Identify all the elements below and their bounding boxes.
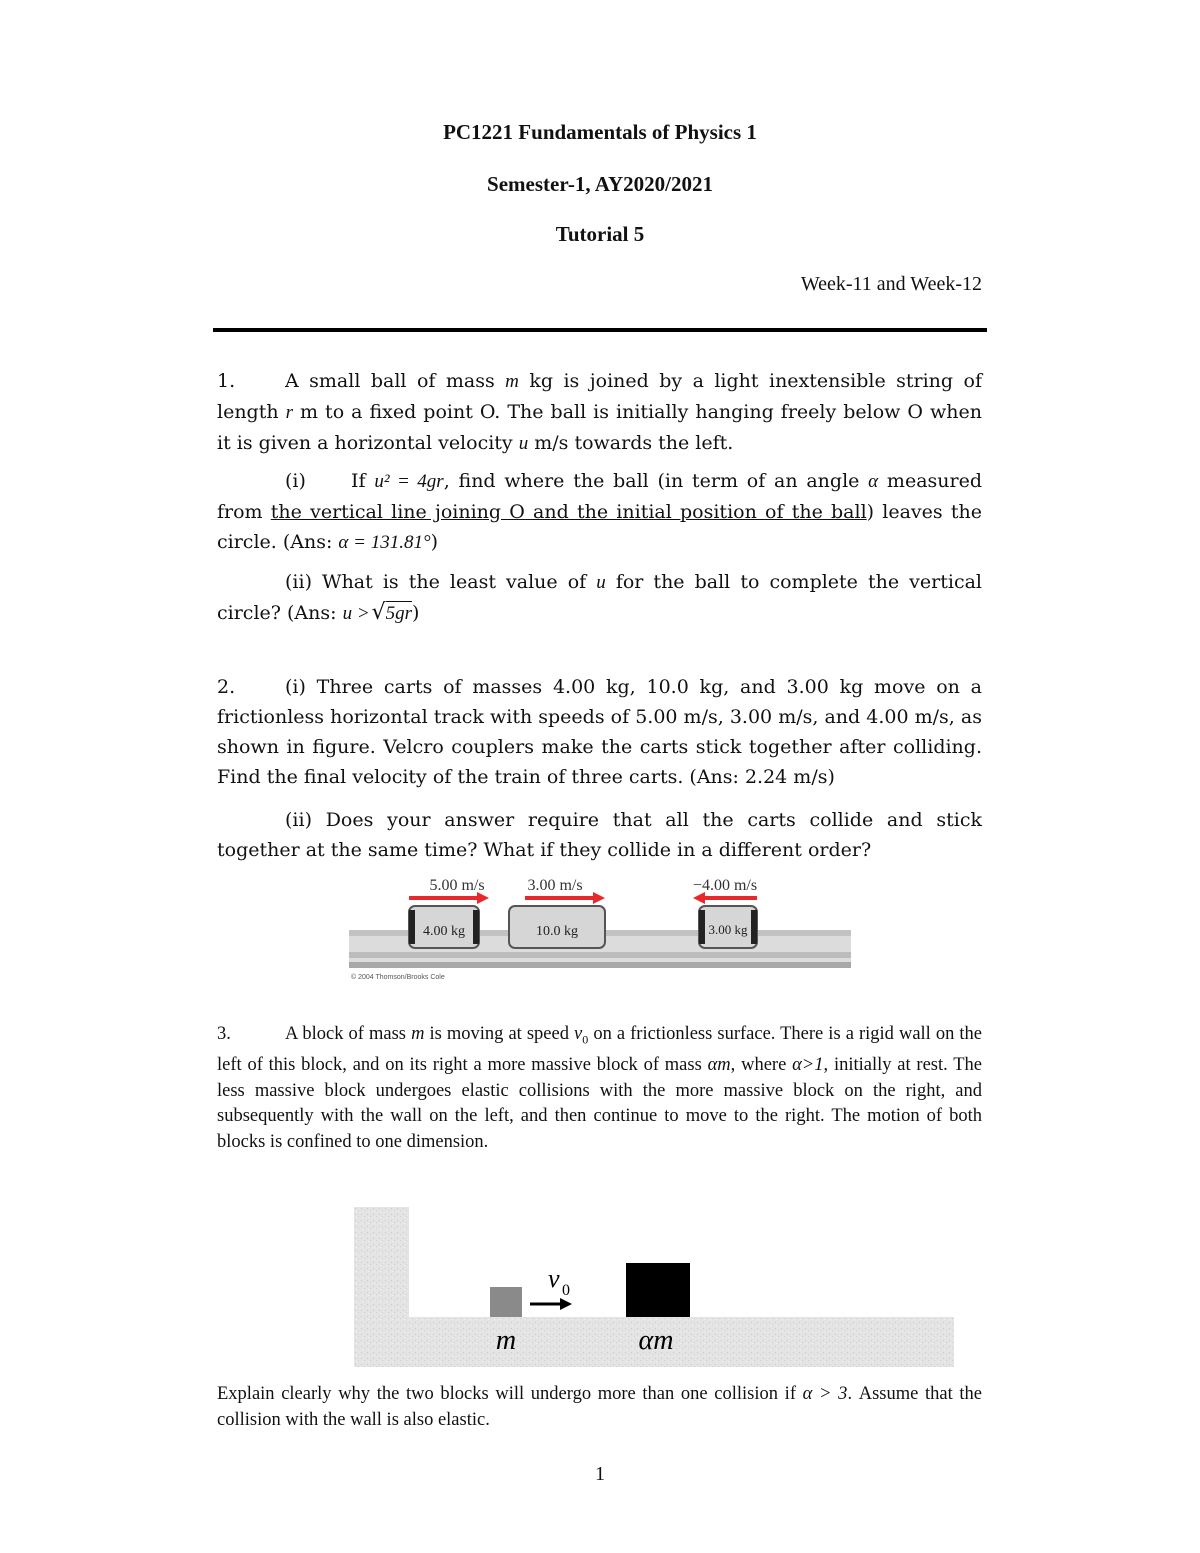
cart-2 xyxy=(509,906,605,948)
large-block-label: αm xyxy=(638,1325,674,1356)
small-block-label: m xyxy=(495,1325,517,1356)
question-number: 1. xyxy=(217,370,236,392)
sqrt-sign: √ xyxy=(371,600,386,625)
question-3-explain: Explain clearly why the two blocks will undergo more than one collision if α > 3. Assume that the collision with the wall is also elastic. xyxy=(217,1384,983,1430)
cart-3 xyxy=(699,906,757,948)
figure-credit: © 2004 Thomson/Brooks Cole xyxy=(351,974,445,981)
large-block xyxy=(626,1263,690,1317)
speed-label-1: 5.00 m/s xyxy=(429,877,485,894)
question-2-part-ii: (ii) Does your answer require that all the carts collide and stick together at the same time? What if they collide in a different order? xyxy=(217,809,982,861)
cart-1-mass: 4.00 kg xyxy=(423,924,465,939)
cart-2-mass: 10.0 kg xyxy=(536,924,578,939)
question-number: 2. xyxy=(217,676,236,698)
small-block xyxy=(490,1287,522,1317)
speed-label-2: 3.00 m/s xyxy=(527,877,583,894)
course-title: PC1221 Fundamentals of Physics 1 xyxy=(443,120,757,144)
question-1-part-i: (i) If u² = 4gr, find where the ball (in term of an angle α measured from the vertical line joining O and the initial position of the ball) leaves the circle. (Ans: α = 131.81°) xyxy=(217,470,982,553)
semester-line: Semester-1, AY2020/2021 xyxy=(487,172,713,196)
question-3-stem: 3. A block of mass m is moving at speed $v_0$ on a frictionless surface. There is a rigid wall on the left of this block, and on its right a more massive block of mass αm, where α>1, initially at rest. The less massive block undergoes elastic collisions with the more massive block on the right, and subsequently with the wall on the left, and then continue to move to the right. The motion of both blocks is confined to one dimension. xyxy=(217,1024,983,1152)
weeks-line: Week-11 and Week-12 xyxy=(800,273,982,295)
question-1-stem: 1. A small ball of mass m kg is joined by a light inextensible string of length r m to a fixed point O. The ball is initially hanging freely below O when it is given a horizontal velocity u m/s towards the left. xyxy=(217,366,982,459)
question-number: 3. xyxy=(217,1024,231,1044)
tutorial-number: Tutorial 5 xyxy=(555,222,645,246)
speed-label-3: −4.00 m/s xyxy=(692,877,758,894)
header-rule xyxy=(213,328,987,332)
velocity-subscript: 0 xyxy=(562,1282,570,1299)
question-2-part-i: 2. (i) Three carts of masses 4.00 kg, 10.0 kg, and 3.00 kg move on a frictionless horizontal track with speeds of 5.00 m/s, 3.00 m/s, and 4.00 m/s, as shown in figure. Velcro couplers make the carts stick together after colliding. Find the final velocity of the train of three carts. (Ans: 2.24 m/s) xyxy=(217,672,982,792)
page-number: 1 xyxy=(595,1463,605,1485)
question-1-part-ii: (ii) What is the least value of u for the ball to complete the vertical circle? (Ans: u > √5gr) xyxy=(217,571,982,625)
underlined-phrase: the vertical line joining O and the initial position of the ball xyxy=(270,501,867,523)
cart-1 xyxy=(409,906,479,948)
velocity-label: v xyxy=(548,1264,560,1293)
blocks-figure xyxy=(354,1207,954,1367)
carts-figure xyxy=(345,868,853,982)
cart-3-mass: 3.00 kg xyxy=(708,922,748,937)
